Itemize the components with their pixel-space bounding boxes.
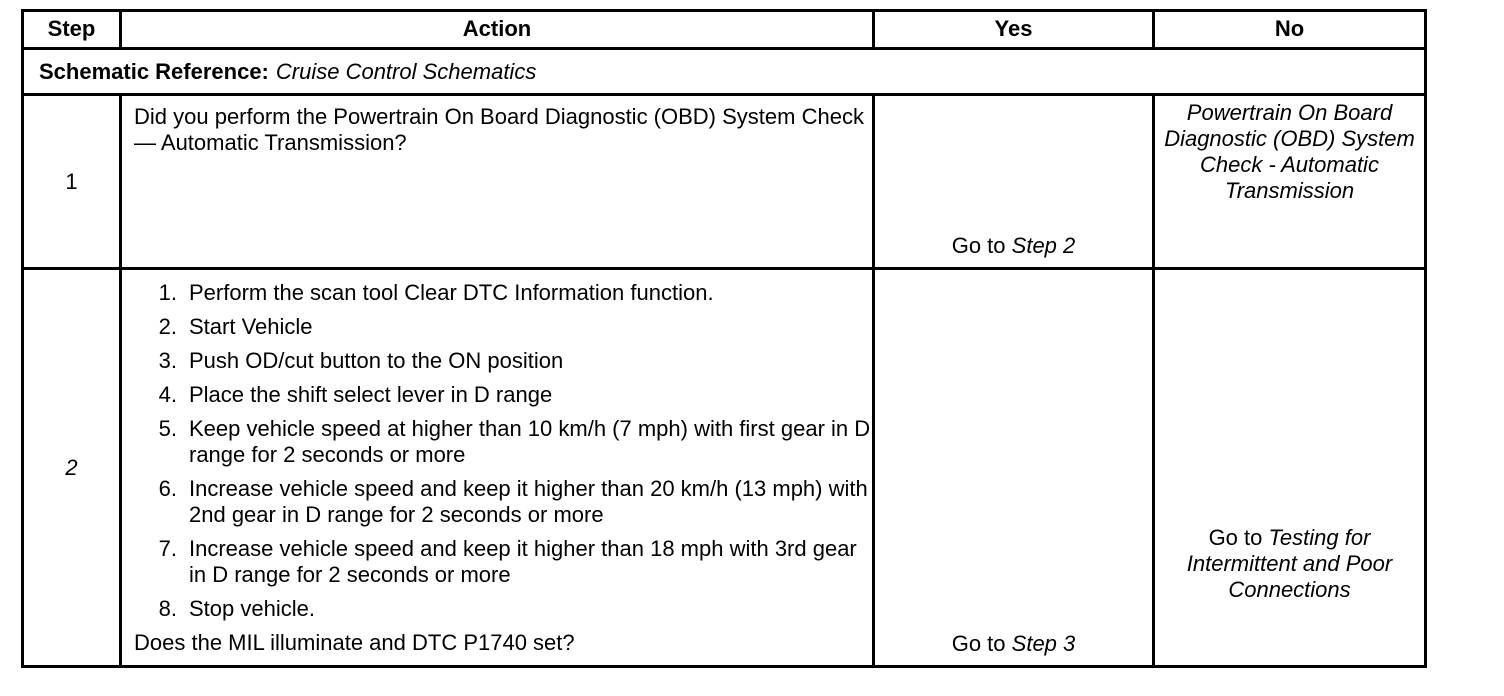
list-item-number: 1.	[158, 280, 177, 305]
table-header-row	[24, 12, 1424, 50]
action-question: Does the MIL illuminate and DTC P1740 set?	[134, 630, 575, 655]
list-item	[134, 382, 872, 408]
no-cell	[1155, 270, 1424, 665]
yes-goto-ref: Step 2	[1011, 233, 1076, 258]
list-item-text: Keep vehicle speed at higher than 10 km/h (7 mph) with first gear in D range for 2 seconds or more	[189, 416, 871, 467]
list-item-number: 3.	[158, 348, 177, 373]
list-item-number: 4.	[158, 382, 177, 407]
header-step: Step	[24, 12, 122, 47]
list-item-text: Perform the scan tool Clear DTC Information function.	[189, 280, 714, 305]
yes-cell	[875, 96, 1155, 267]
list-item-text: Place the shift select lever in D range	[189, 382, 553, 407]
header-action: Action	[122, 12, 875, 47]
action-cell	[122, 270, 875, 665]
list-item	[134, 536, 872, 588]
list-item-text: Increase vehicle speed and keep it higher than 20 km/h (13 mph) with 2nd gear in D range for 2 seconds or more	[189, 476, 868, 527]
list-item-number: 2.	[158, 314, 177, 339]
list-item-number: 8.	[158, 596, 177, 621]
yes-goto	[875, 233, 1152, 259]
header-yes: Yes	[875, 12, 1155, 47]
list-item-number: 5.	[158, 416, 177, 441]
list-item	[134, 348, 872, 374]
no-cell	[1155, 96, 1424, 267]
no-goto-ref: Testing for Intermittent and Poor Connections	[1186, 525, 1393, 602]
yes-goto-prefix: Go to	[951, 631, 1006, 656]
step-number: 1	[24, 96, 122, 267]
procedure-list	[134, 280, 872, 622]
list-item	[134, 314, 872, 340]
list-item-number: 6.	[158, 476, 177, 501]
action-text: Did you perform the Powertrain On Board Diagnostic (OBD) System Check — Automatic Transmission?	[134, 104, 864, 155]
table-row	[24, 96, 1424, 270]
no-goto	[1155, 525, 1424, 603]
list-item-text: Start Vehicle	[189, 314, 313, 339]
no-goto-ref: Powertrain On Board Diagnostic (OBD) System Check - Automatic Transmission	[1164, 100, 1415, 203]
list-item-text: Push OD/cut button to the ON position	[189, 348, 564, 373]
yes-goto	[875, 631, 1152, 657]
yes-goto-ref: Step 3	[1011, 631, 1076, 656]
header-no: No	[1274, 15, 1305, 41]
table-row	[24, 270, 1424, 665]
list-item	[134, 280, 872, 306]
schematic-reference-link: Cruise Control Schematics	[275, 58, 537, 84]
list-item-number: 7.	[158, 536, 177, 561]
yes-goto-prefix: Go to	[951, 233, 1006, 258]
schematic-reference-label: Schematic Reference:	[39, 58, 269, 84]
list-item	[134, 476, 872, 528]
list-item-text: Increase vehicle speed and keep it higher than 18 mph with 3rd gear in D range for 2 seconds or more	[189, 536, 857, 587]
no-goto-prefix: Go to	[1208, 525, 1263, 550]
list-item	[134, 596, 872, 622]
list-item-text: Stop vehicle.	[189, 596, 315, 621]
yes-cell	[875, 270, 1155, 665]
schematic-reference-row	[24, 50, 1424, 96]
action-cell	[122, 96, 875, 267]
list-item	[134, 416, 872, 468]
diagnostic-table	[21, 9, 1427, 668]
step-number: 2	[24, 270, 122, 665]
